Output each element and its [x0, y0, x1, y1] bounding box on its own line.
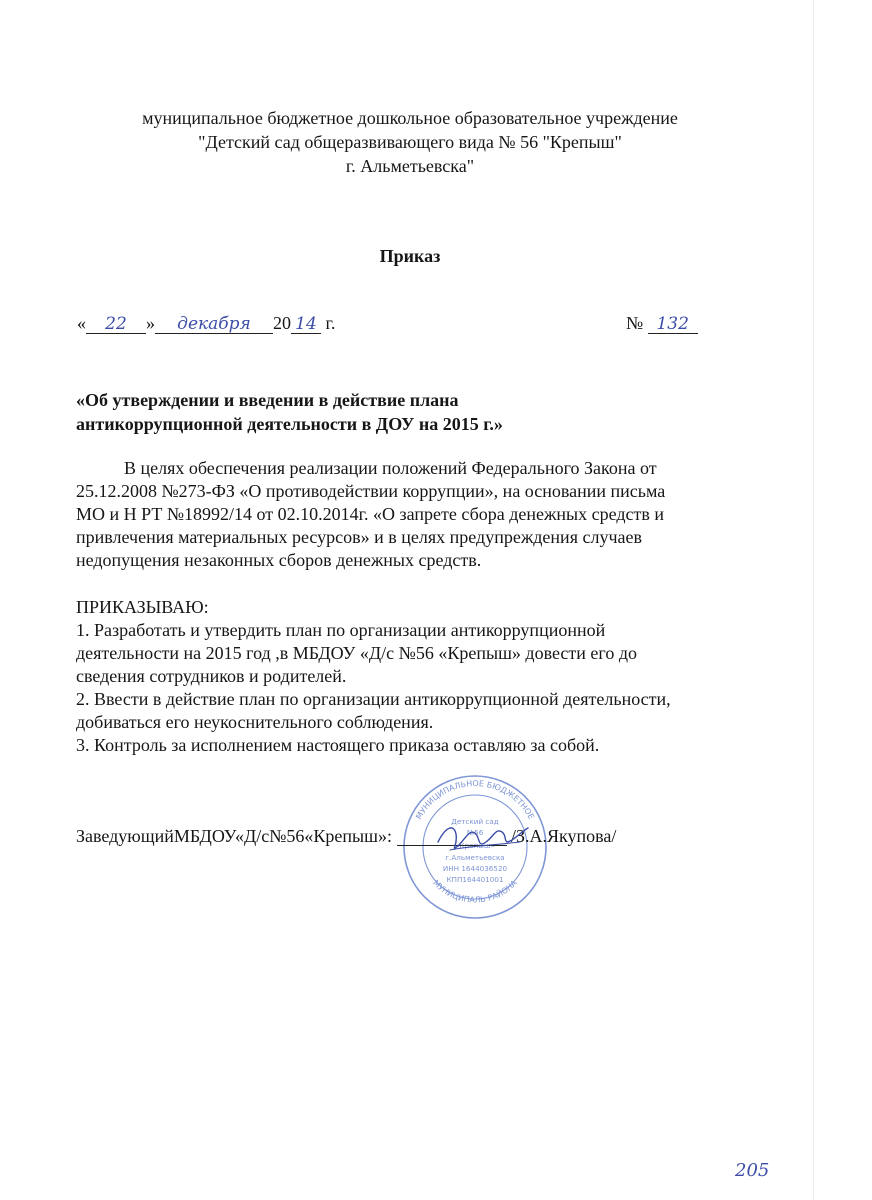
order-date: [77, 313, 335, 334]
order-item-line: добиваться его неукоснительного соблюдения.: [76, 712, 434, 732]
subject-line-1: «Об утверждении и введении в действие плана: [76, 390, 459, 410]
stamp-inner-line: «Крепыш»: [455, 841, 495, 850]
order-item-line: деятельности на 2015 год ,в МБДОУ «Д/с №56 «Крепыш» довести его до: [76, 643, 637, 663]
order-heading: ПРИКАЗЫВАЮ:: [76, 597, 209, 617]
stamp-inner-line: г.Альметьевска: [445, 853, 505, 862]
stamp-bottom-text: МУНИЦИПАЛЬ РАЙОНА: [431, 878, 519, 905]
order-number-value: 132: [656, 314, 689, 334]
institution-line-1: муниципальное бюджетное дошкольное образовательное учреждение: [142, 108, 678, 128]
preamble: [76, 457, 665, 572]
stamp-inner-line: КПП164401001: [446, 875, 504, 884]
institution-line-2: "Детский сад общеразвивающего вида № 56 "Крепыш": [198, 132, 622, 152]
order-subject: [76, 388, 503, 436]
signatory-name: /З.А.Якупова/: [511, 826, 617, 846]
date-month: декабря: [177, 314, 251, 334]
stamp-inner-line: №56: [466, 828, 484, 837]
signature-line: [76, 826, 616, 847]
subject-line-2: антикоррупционной деятельности в ДОУ на 2015 г.»: [76, 414, 503, 434]
handwritten-signature: [432, 812, 532, 862]
preamble-line: 25.12.2008 №273-ФЗ «О противодействии коррупции», на основании письма: [76, 481, 666, 501]
date-close-quote: »: [146, 313, 155, 333]
order-items: [76, 596, 671, 757]
preamble-line: МО и Н РТ №18992/14 от 02.10.2014г. «О запрете сбора денежных средств и: [76, 504, 665, 524]
date-year-prefix: 20: [273, 313, 291, 333]
institution-line-3: г. Альметьевска": [345, 156, 475, 176]
date-day: 22: [105, 314, 127, 334]
document-title: Приказ: [379, 246, 441, 266]
signatory-position: ЗаведующийМБДОУ«Д/с№56«Крепыш»:: [76, 826, 392, 846]
date-year-unit: г.: [325, 313, 336, 333]
order-number: [626, 313, 698, 334]
order-item-line: сведения сотрудников и родителей.: [76, 666, 347, 686]
page-number: 205: [735, 1160, 770, 1181]
stamp-inner-line: ИНН 1644036520: [442, 864, 508, 873]
preamble-line: привлечения материальных ресурсов» и в целях предупреждения случаев: [76, 527, 642, 547]
stamp-top-text: МУНИЦИПАЛЬНОЕ БЮДЖЕТНОЕ: [414, 778, 536, 821]
order-item-line: 2. Ввести в действие план по организации антикоррупционной деятельности,: [76, 689, 671, 709]
preamble-line: недопущения незаконных сборов денежных средств.: [76, 550, 482, 570]
page-edge: [813, 0, 814, 1200]
order-number-label: №: [626, 313, 644, 333]
date-open-quote: «: [77, 313, 86, 333]
order-item-line: 3. Контроль за исполнением настоящего приказа оставляю за собой.: [76, 735, 600, 755]
preamble-line: В целях обеспечения реализации положений Федерального Закона от: [124, 458, 657, 478]
stamp-inner-line: Детский сад: [451, 817, 499, 826]
order-item-line: 1. Разработать и утвердить план по организации антикоррупционной: [76, 620, 606, 640]
date-year-suffix: 14: [295, 314, 317, 334]
